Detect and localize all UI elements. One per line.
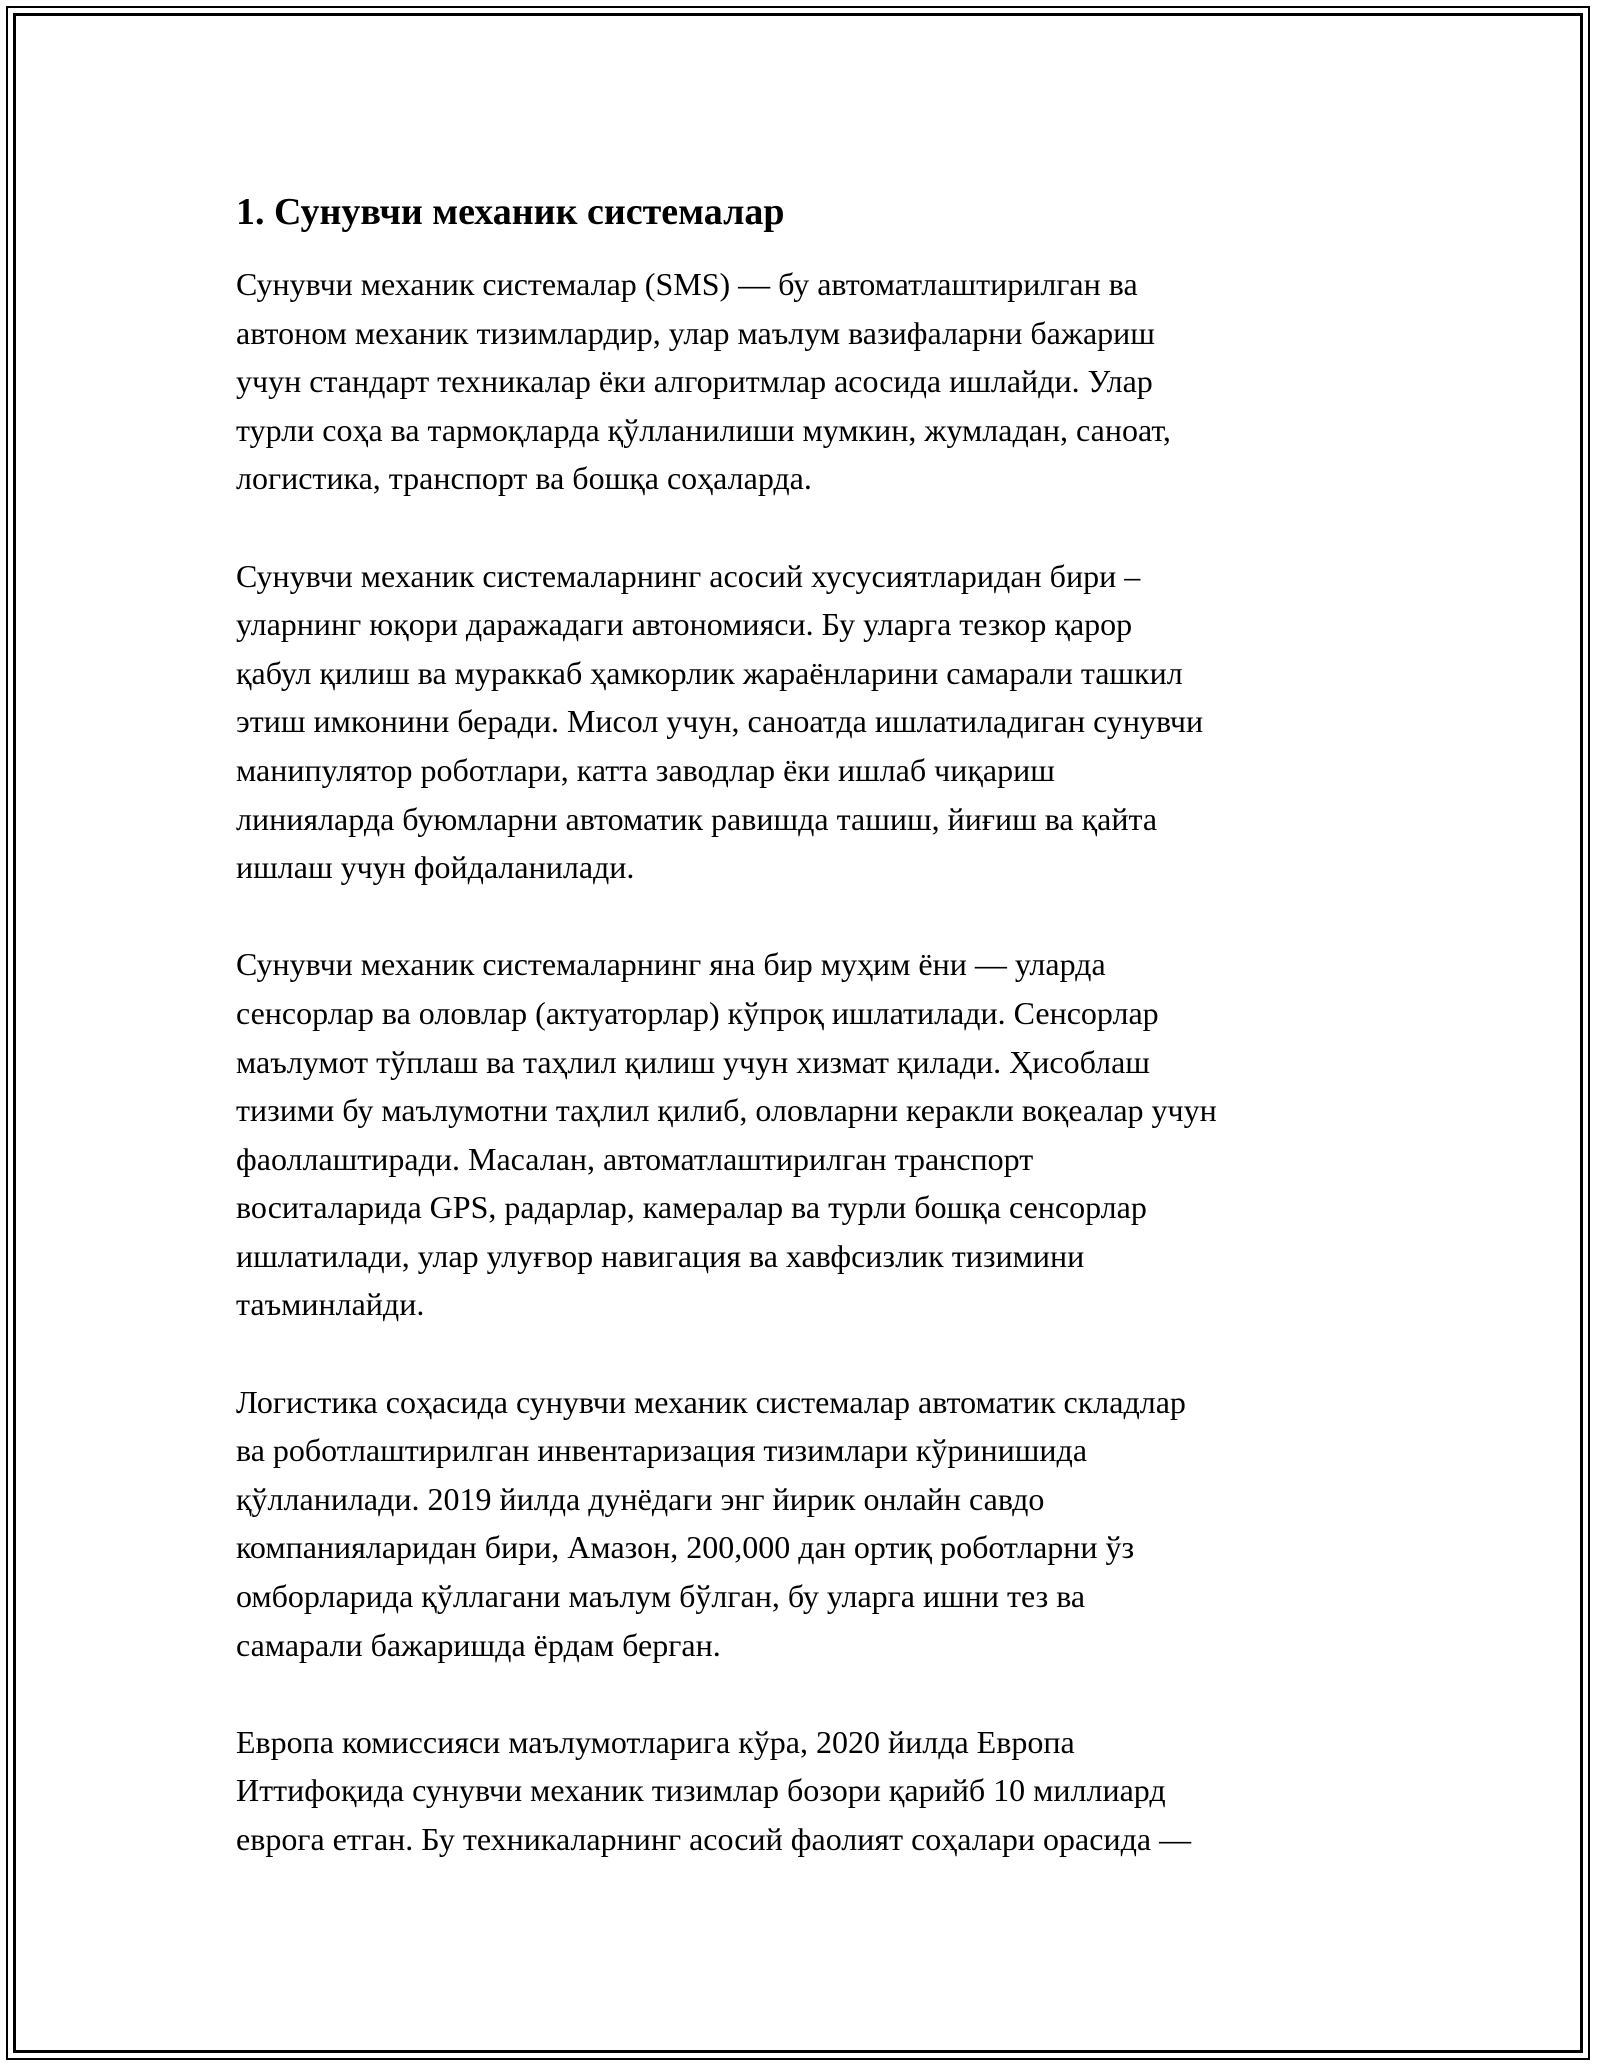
text-line: қабул қилиш ва мураккаб ҳамкорлик жараёнларини самарали ташкил	[236, 654, 1183, 691]
text-line: Европа комиссияси маълумотларига кўра, 2020 йилда Европа	[236, 1723, 1075, 1760]
text-line: омборларида қўллагани маълум бўлган, бу уларга ишни тез ва	[236, 1578, 1086, 1615]
text-line: таъминлайди.	[236, 1286, 425, 1323]
text-line: маълумот тўплаш ва таҳлил қилиш учун хизмат қилади. Ҳисоблаш	[236, 1043, 1150, 1080]
text-line: қўлланилади. 2019 йилда дунёдаги энг йирик онлайн савдо	[236, 1480, 1045, 1517]
text-line: воситаларида GPS, радарлар, камералар ва турли бошқа сенсорлар	[236, 1189, 1147, 1226]
text-line: Иттифоқида сунувчи механик тизимлар бозори қарийб 10 миллиард	[236, 1772, 1166, 1809]
paragraph-1	[236, 260, 1366, 503]
text-line: ишлаш учун фойдаланилади.	[236, 849, 635, 886]
text-line: ишлатилади, улар улуғвор навигация ва хавфсизлик тизимини	[236, 1237, 1085, 1274]
text-line: компанияларидан бири, Амазон, 200,000 дан ортиқ роботларни ўз	[236, 1529, 1135, 1566]
text-line: Логистика соҳасида сунувчи механик системалар автоматик складлар	[236, 1383, 1186, 1420]
text-line: ва роботлаштирилган инвентаризация тизимлари кўринишида	[236, 1432, 1088, 1469]
text-line: автоном механик тизимлардир, улар маълум вазифаларни бажариш	[236, 314, 1155, 351]
text-line: турли соҳа ва тармоқларда қўлланилиши мумкин, жумладан, саноат,	[236, 411, 1171, 448]
text-line: логистика, транспорт ва бошқа соҳаларда.	[236, 460, 812, 497]
document-body	[236, 186, 1366, 1912]
text-line: Сунувчи механик системалар (SMS) — бу автоматлаштирилган ва	[236, 266, 1138, 302]
text-line: сенсорлар ва оловлар (актуаторлар) кўпроқ ишлатилади. Сенсорлар	[236, 994, 1159, 1031]
text-line: фаоллаштиради. Масалан, автоматлаштирилган транспорт	[236, 1140, 1034, 1177]
paragraph-5	[236, 1718, 1366, 1864]
text-line: Сунувчи механик системаларнинг яна бир муҳим ёни — уларда	[236, 946, 1106, 983]
paragraph-3	[236, 940, 1366, 1329]
text-line: линияларда буюмларни автоматик равишда ташиш, йиғиш ва қайта	[236, 800, 1158, 837]
text-line: тизими бу маълумотни таҳлил қилиб, оловларни керакли воқеалар учун	[236, 1092, 1217, 1129]
text-line: учун стандарт техникалар ёки алгоритмлар асосида ишлайди. Улар	[236, 363, 1153, 400]
section-heading: 1. Сунувчи механик системалар	[236, 191, 785, 233]
paragraph-4	[236, 1378, 1366, 1670]
text-line: этиш имконини беради. Мисол учун, саноатда ишлатиладиган сунувчи	[236, 703, 1204, 740]
text-line: самарали бажаришда ёрдам берган.	[236, 1626, 721, 1663]
text-line: еврога етган. Бу техникаларнинг асосий фаолият соҳалари орасида —	[236, 1821, 1192, 1857]
text-line: Сунувчи механик системаларнинг асосий хусусиятларидан бири –	[236, 557, 1141, 594]
text-line: уларнинг юқори даражадаги автономияси. Бу уларга тезкор қарор	[236, 606, 1133, 643]
text-line: манипулятор роботлари, катта заводлар ёки ишлаб чиқариш	[236, 751, 1055, 788]
paragraph-2	[236, 552, 1366, 892]
